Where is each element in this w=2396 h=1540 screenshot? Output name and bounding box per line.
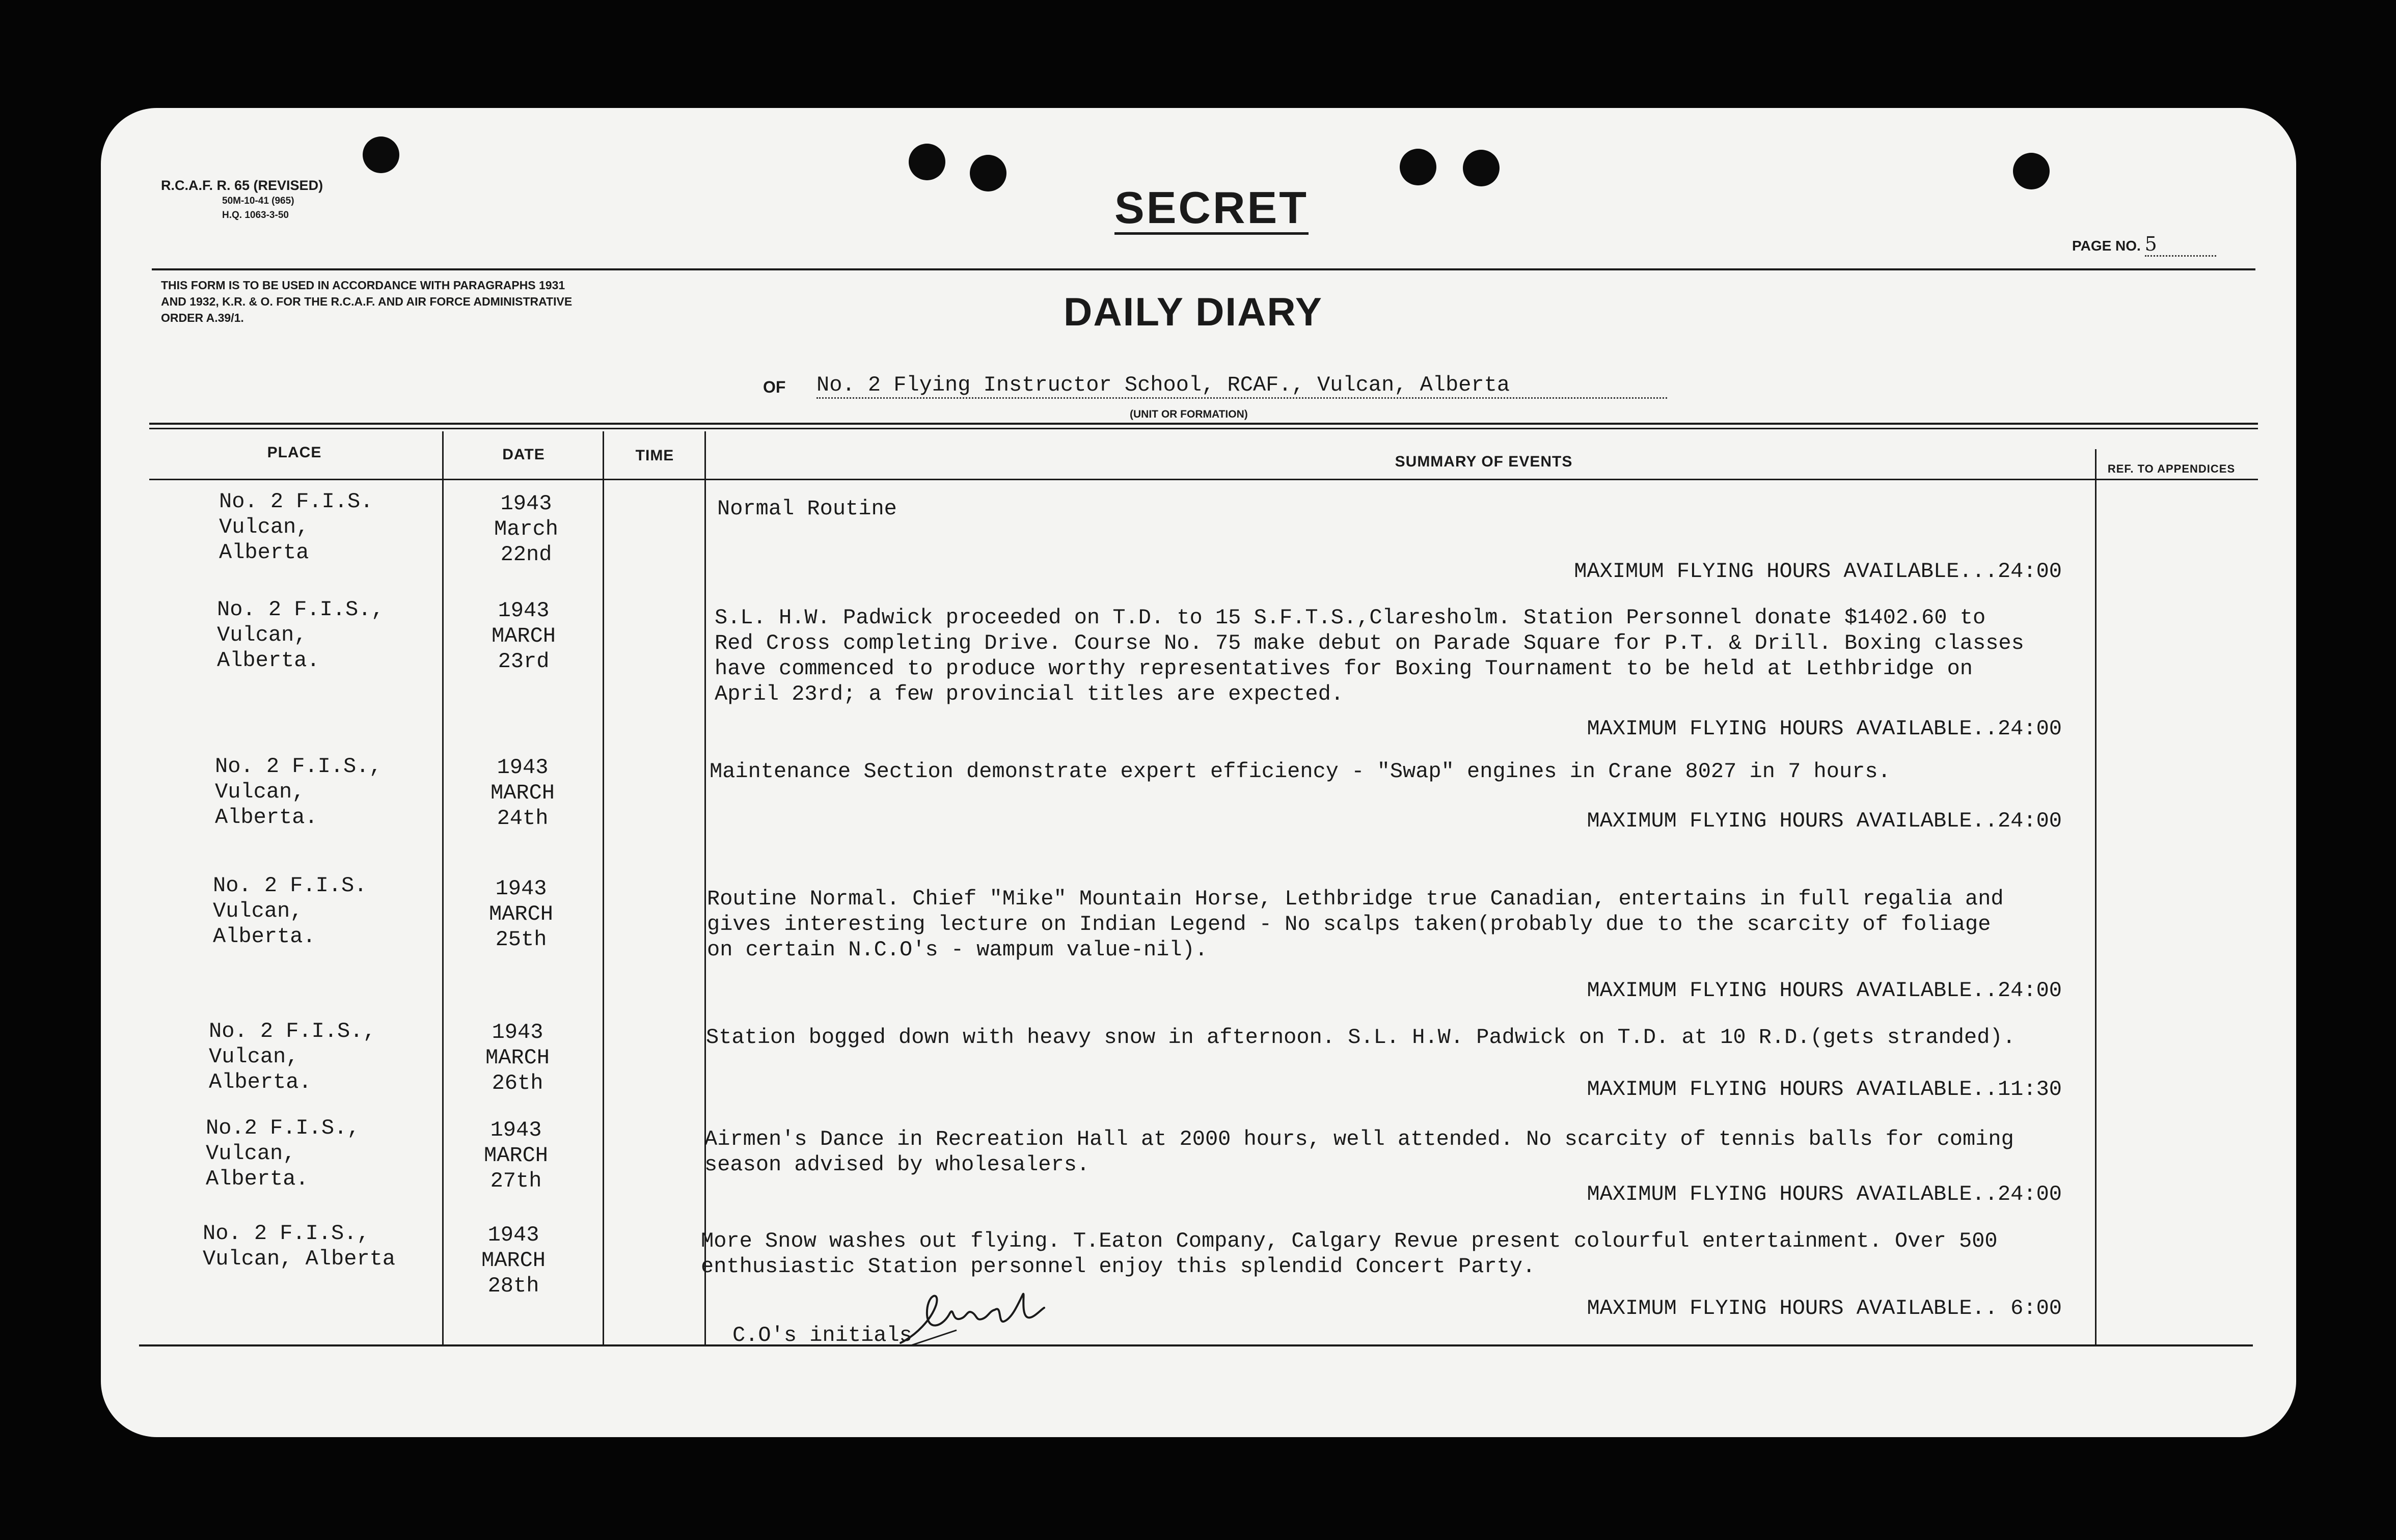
entry-max-hours: MAXIMUM FLYING HOURS AVAILABLE..24:00 (1587, 978, 2062, 1003)
page-number-field (2072, 233, 2216, 257)
table-top-rule (149, 423, 2258, 425)
entry-max-hours: MAXIMUM FLYING HOURS AVAILABLE..11:30 (1587, 1077, 2062, 1102)
entry-max-hours: MAXIMUM FLYING HOURS AVAILABLE..24:00 (1587, 717, 2062, 741)
diary-form-card (101, 108, 2296, 1437)
entry-max-hours: MAXIMUM FLYING HOURS AVAILABLE..24:00 (1587, 809, 2062, 833)
column-header-place: PLACE (267, 444, 322, 461)
entry-place: No. 2 F.I.S., Vulcan, Alberta (203, 1221, 396, 1271)
column-header-date: DATE (502, 446, 545, 463)
column-divider (2095, 449, 2096, 1345)
entry-place: No. 2 F.I.S., Vulcan, Alberta. (217, 597, 384, 673)
table-top-rule (149, 428, 2258, 429)
entry-max-hours: MAXIMUM FLYING HOURS AVAILABLE...24:00 (1574, 559, 2062, 584)
punch-hole (909, 144, 945, 180)
punch-hole (1463, 150, 1500, 186)
entry-place: No. 2 F.I.S., Vulcan, Alberta. (209, 1019, 376, 1094)
entry-date: 1943 MARCH 26th (485, 1020, 550, 1095)
entry-summary: More Snow washes out flying. T.Eaton Company, Calgary Revue present colourful entertainment. Over 500 enthusiastic Station personnel enjoy this splendid Concert Party. (701, 1229, 1998, 1279)
table-header-rule (149, 479, 2258, 480)
column-divider (442, 431, 444, 1345)
classification-stamp: SECRET (1114, 183, 1309, 235)
entry-max-hours: MAXIMUM FLYING HOURS AVAILABLE..24:00 (1587, 1182, 2062, 1206)
co-signature (895, 1274, 1048, 1351)
unit-caption: (UNIT OR FORMATION) (1130, 408, 1248, 420)
entry-place: No.2 F.I.S., Vulcan, Alberta. (206, 1116, 360, 1191)
co-initials-label: C.O's initials (732, 1323, 912, 1348)
entry-date: 1943 MARCH 23rd (491, 598, 556, 674)
of-label: OF (763, 378, 786, 396)
form-title: DAILY DIARY (1064, 289, 1323, 334)
entry-date: 1943 MARCH 24th (490, 755, 555, 831)
entry-date: 1943 March 22nd (494, 491, 559, 567)
entry-summary: S.L. H.W. Padwick proceeded on T.D. to 15 S.F.T.S.,Claresholm. Station Personnel donate $1402.60 to Red Cross completing Drive. Course No. 75 make debut on Parade Square for P.T. & Drill. Boxing classes have commenced to produce worthy representatives for Boxing Tournament to be held at Lethbridge on April 23rd; a few provincial titles are expected. (715, 606, 2024, 706)
column-divider (603, 431, 604, 1345)
entry-summary: Station bogged down with heavy snow in afternoon. S.L. H.W. Padwick on T.D. at 10 R.D.(gets stranded). (706, 1025, 2016, 1050)
entry-date: 1943 MARCH 27th (483, 1118, 549, 1193)
print-line-1: 50M-10-41 (965) (222, 196, 294, 206)
punch-hole (363, 136, 399, 173)
page-number: 5 (2145, 233, 2216, 257)
punch-hole (1400, 149, 1436, 185)
print-line-2: H.Q. 1063-3-50 (222, 210, 289, 221)
entry-summary: Airmen's Dance in Recreation Hall at 2000 hours, well attended. No scarcity of tennis balls for coming season advised by wholesalers. (704, 1127, 2014, 1177)
column-header-summary: SUMMARY OF EVENTS (1395, 453, 1573, 470)
entry-place: No. 2 F.I.S. Vulcan, Alberta. (213, 873, 367, 949)
entry-max-hours: MAXIMUM FLYING HOURS AVAILABLE.. 6:00 (1587, 1296, 2062, 1321)
punch-hole (2013, 153, 2050, 189)
entry-date: 1943 MARCH 28th (481, 1223, 546, 1298)
entry-place: No. 2 F.I.S. Vulcan, Alberta (219, 489, 373, 565)
entry-summary: Normal Routine (717, 497, 897, 521)
table-bottom-rule (139, 1344, 2253, 1346)
entry-summary: Routine Normal. Chief "Mike" Mountain Horse, Lethbridge true Canadian, entertains in full regalia and gives interesting lecture on Indian Legend - No scalps taken(probably due to the scarcity of foliage on certain N.C.O's - wampum value-nil). (707, 887, 2004, 962)
column-header-ref: REF. TO APPENDICES (2107, 462, 2236, 475)
column-divider (704, 431, 706, 1345)
form-number: R.C.A.F. R. 65 (REVISED) (161, 178, 323, 193)
form-identifier (161, 177, 323, 223)
unit-name: No. 2 Flying Instructor School, RCAF., Vulcan, Alberta (816, 373, 1667, 399)
entry-date: 1943 MARCH 25th (488, 876, 554, 952)
page-label: PAGE NO. (2072, 238, 2141, 254)
entry-place: No. 2 F.I.S., Vulcan, Alberta. (215, 754, 382, 830)
header-rule (152, 268, 2255, 270)
punch-hole (970, 155, 1006, 191)
form-instructions: THIS FORM IS TO BE USED IN ACCORDANCE WITH PARAGRAPHS 1931 AND 1932, K.R. & O. FOR THE R.C.A.F. AND AIR FORCE ADMINISTRATIVE ORDER A.39/1. (161, 279, 573, 324)
column-header-time: TIME (635, 447, 674, 464)
entry-summary: Maintenance Section demonstrate expert efficiency - "Swap" engines in Crane 8027 in 7 hours. (710, 759, 1891, 784)
